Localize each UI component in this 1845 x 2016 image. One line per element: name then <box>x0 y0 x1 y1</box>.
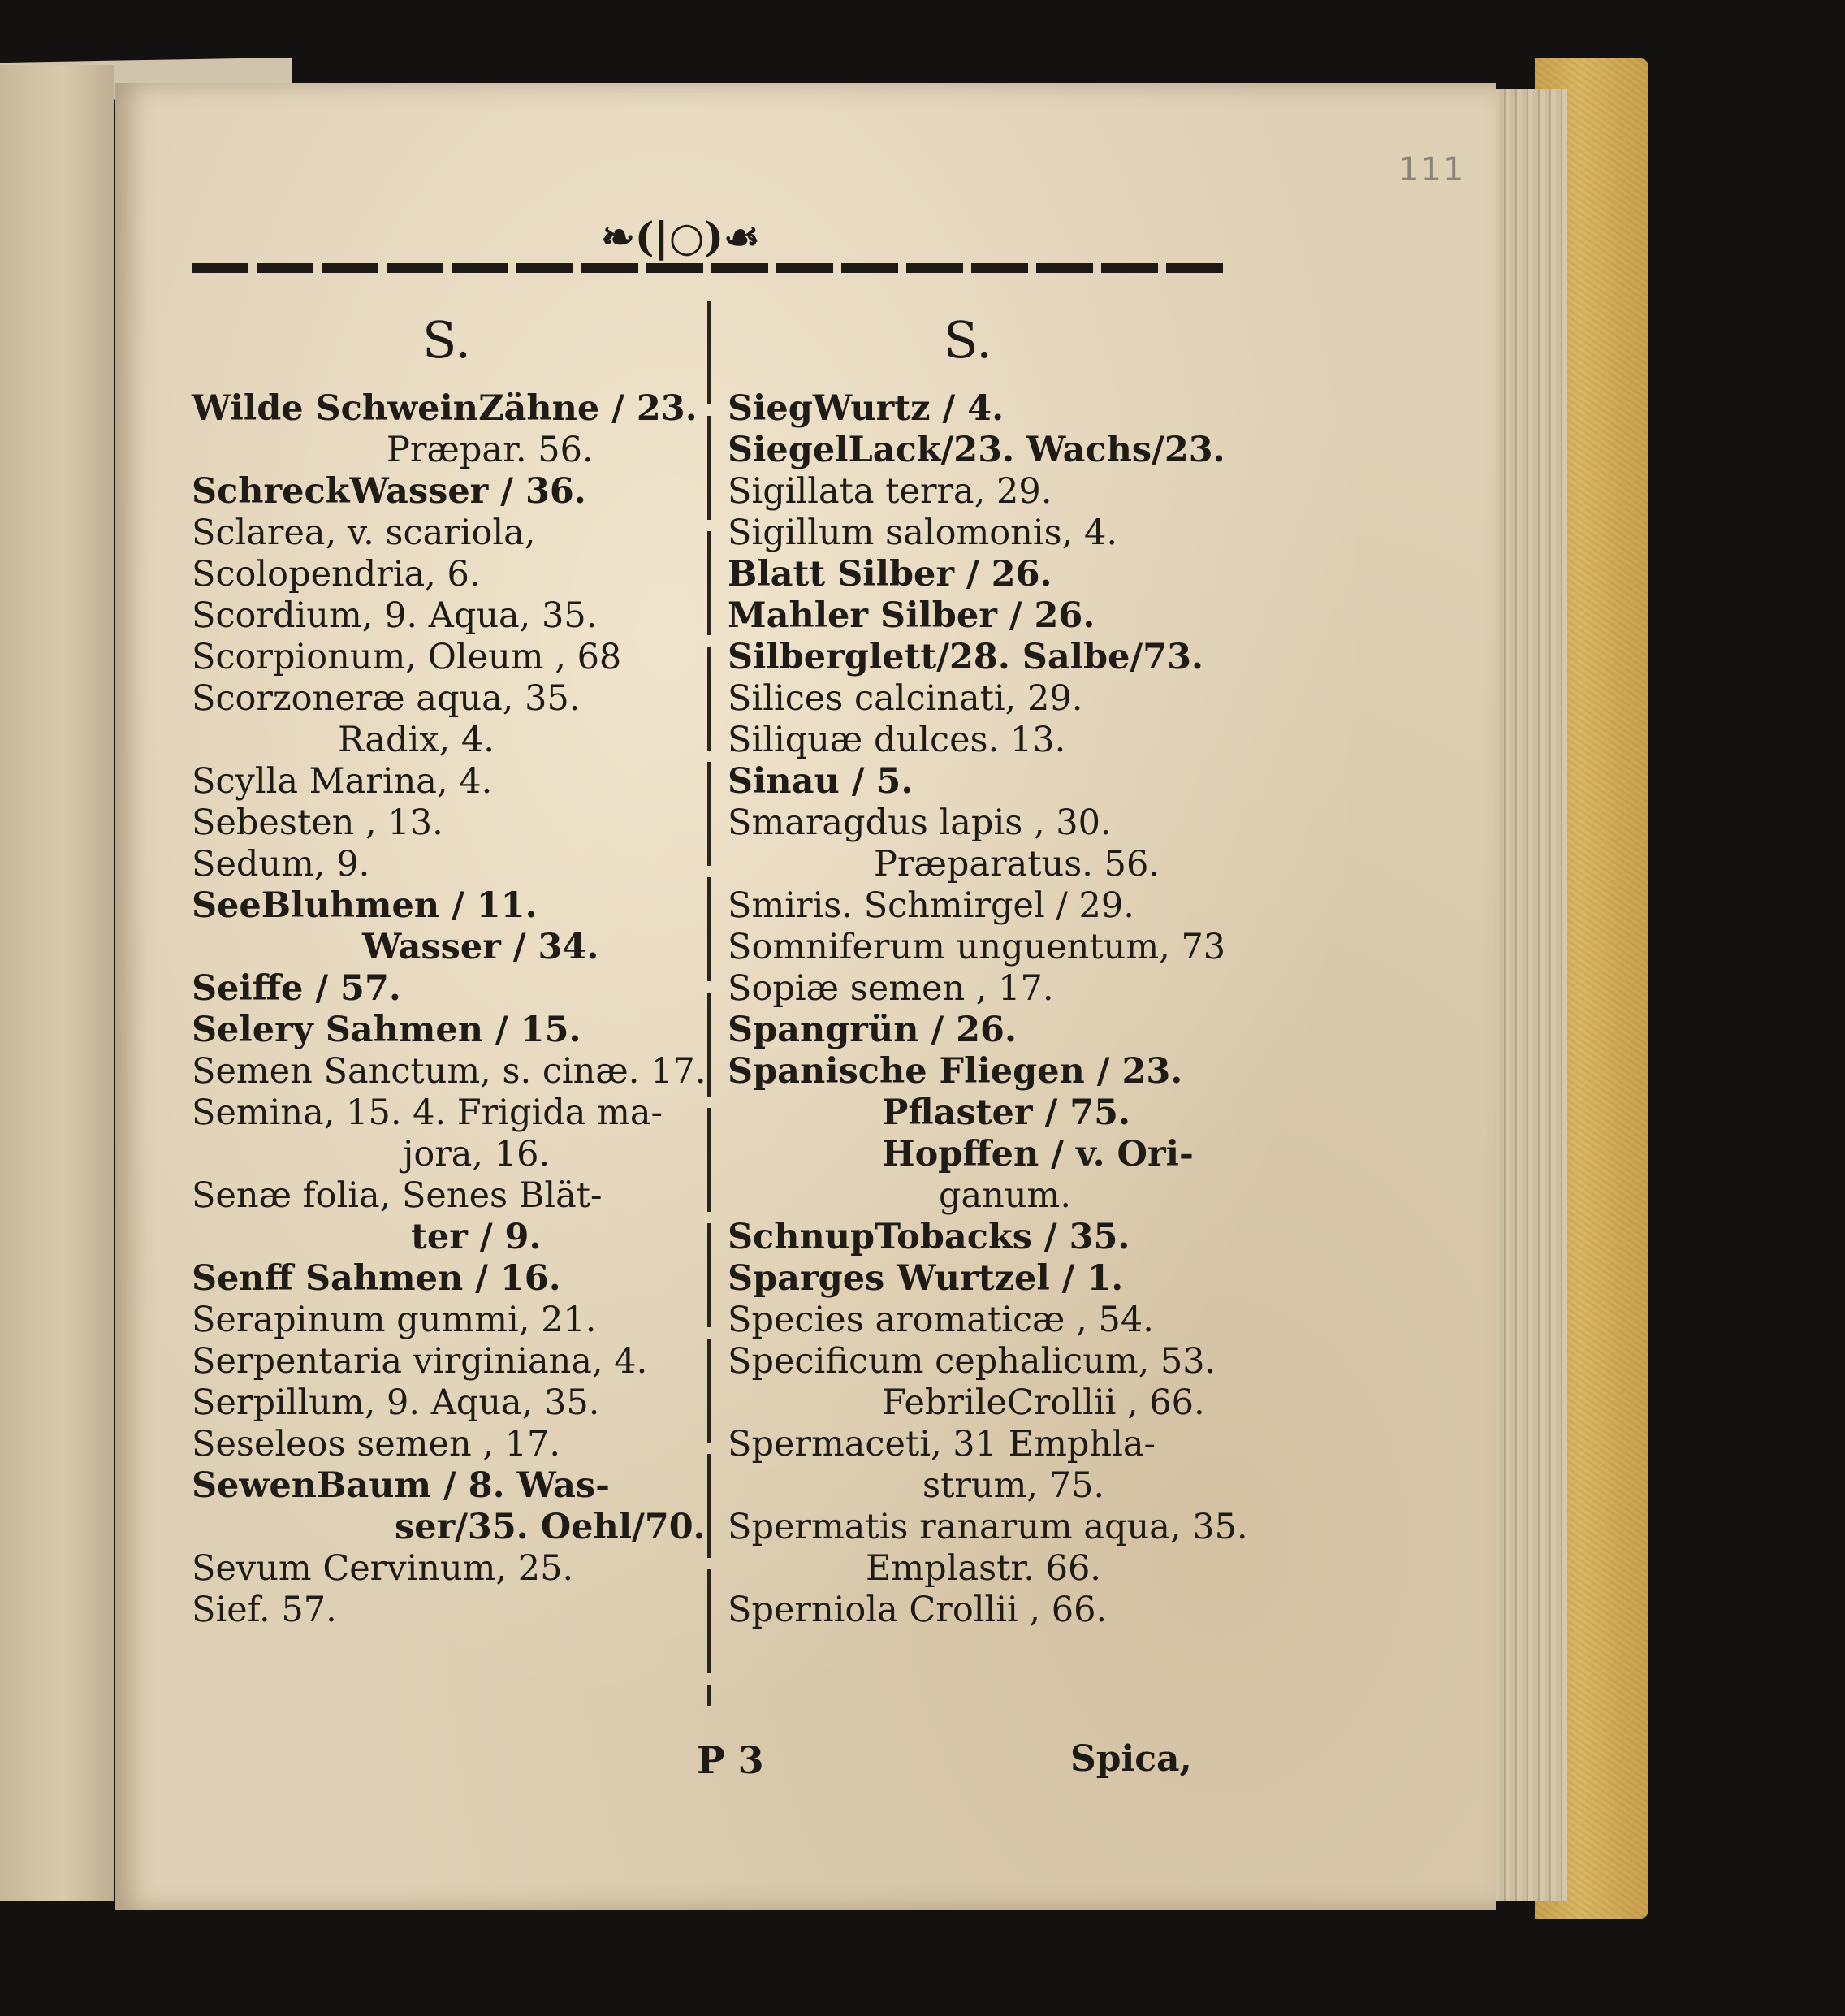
index-entry: Smiris. Schmirgel / 29. <box>728 885 1134 926</box>
index-entry: Siliquæ dulces. 13. <box>728 720 1066 760</box>
index-entry: FebrileCrollii , 66. <box>882 1382 1205 1423</box>
index-entry: Somniferum unguentum, 73 <box>728 927 1226 967</box>
index-entry: Serpillum, 9. Aqua, 35. <box>192 1382 600 1423</box>
index-entry: Mahler Silber / 26. <box>728 595 1095 636</box>
index-entry: Præpar. 56. <box>387 430 594 470</box>
index-entry: Sigillata terra, 29. <box>728 471 1052 512</box>
header-ornament: ❧(|○)☙ <box>601 213 760 261</box>
left-column <box>192 388 706 1631</box>
left-column-letter: S. <box>422 310 471 370</box>
index-entry: Emplastr. 66. <box>866 1548 1101 1589</box>
index-entry: Sinau / 5. <box>728 761 914 802</box>
index-entry: Sedum, 9. <box>192 844 370 885</box>
index-entry: SchreckWasser / 36. <box>192 471 586 512</box>
index-entry: Blatt Silber / 26. <box>728 554 1052 595</box>
catchword: Spica, <box>1070 1738 1192 1780</box>
index-entry: Serapinum gummi, 21. <box>192 1300 597 1340</box>
index-entry: Hopffen / v. Ori- <box>882 1134 1194 1175</box>
index-entry: Species aromaticæ , 54. <box>728 1300 1154 1340</box>
index-entry: SeeBluhmen / 11. <box>192 885 538 926</box>
index-entry: Selery Sahmen / 15. <box>192 1010 581 1050</box>
handwritten-page-number: 111 <box>1398 151 1466 188</box>
index-entry: Wilde SchweinZähne / 23. <box>192 388 698 429</box>
index-entry: Sebesten , 13. <box>192 803 443 843</box>
index-entry: ter / 9. <box>411 1217 542 1257</box>
index-entry: Scorpionum, Oleum , 68 <box>192 637 622 677</box>
index-entry: Serpentaria virginiana, 4. <box>192 1341 648 1382</box>
index-entry: ser/35. Oehl/70. <box>395 1507 706 1547</box>
index-entry: Seiffe / 57. <box>192 968 401 1009</box>
index-entry: Sevum Cervinum, 25. <box>192 1548 574 1589</box>
index-entry: Sperniola Crollii , 66. <box>728 1590 1108 1630</box>
index-entry: Sief. 57. <box>192 1590 337 1630</box>
right-column-letter: S. <box>944 310 992 370</box>
index-entry: Scorzoneræ aqua, 35. <box>192 678 581 719</box>
index-entry: Specificum cephalicum, 53. <box>728 1341 1216 1382</box>
index-entry: Sopiæ semen , 17. <box>728 968 1054 1009</box>
index-entry: SiegWurtz / 4. <box>728 388 1005 429</box>
index-entry: Wasser / 34. <box>362 927 599 967</box>
index-entry: ganum. <box>939 1175 1071 1216</box>
index-entry: Semina, 15. 4. Frigida ma- <box>192 1092 663 1133</box>
index-entry: Sclarea, v. scariola, <box>192 513 536 553</box>
index-entry: Sparges Wurtzel / 1. <box>728 1258 1124 1299</box>
index-entry: Smaragdus lapis , 30. <box>728 803 1112 843</box>
index-entry: Spanische Fliegen / 23. <box>728 1051 1183 1092</box>
index-entry: strum, 75. <box>922 1465 1105 1506</box>
index-entry: Pflaster / 75. <box>882 1092 1130 1133</box>
column-divider <box>707 301 711 1706</box>
index-entry: Sigillum salomonis, 4. <box>728 513 1118 553</box>
index-entry: Spermaceti, 31 Emphla- <box>728 1424 1156 1464</box>
index-entry: Semen Sanctum, s. cinæ. 17. <box>192 1051 706 1092</box>
index-entry: Scolopendria, 6. <box>192 554 481 595</box>
index-entry: Spermatis ranarum aqua, 35. <box>728 1507 1248 1547</box>
index-entry: Silberglett/28. Salbe/73. <box>728 637 1203 677</box>
index-entry: SchnupTobacks / 35. <box>728 1217 1130 1257</box>
index-entry: Spangrün / 26. <box>728 1010 1017 1050</box>
index-entry: Seseleos semen , 17. <box>192 1424 561 1464</box>
header-rule <box>192 263 1229 273</box>
index-entry: Præparatus. 56. <box>874 844 1160 885</box>
index-entry: Scylla Marina, 4. <box>192 761 493 802</box>
index-entry: Scordium, 9. Aqua, 35. <box>192 595 598 636</box>
index-entry: jora, 16. <box>403 1134 551 1175</box>
left-page <box>0 65 114 1901</box>
index-entry: Silices calcinati, 29. <box>728 678 1083 719</box>
index-entry: SewenBaum / 8. Was- <box>192 1465 610 1506</box>
index-entry: SiegelLack/23. Wachs/23. <box>728 430 1225 470</box>
index-entry: Radix, 4. <box>338 720 495 760</box>
signature-mark: P 3 <box>697 1738 764 1782</box>
index-entry: Senff Sahmen / 16. <box>192 1258 561 1299</box>
index-entry: Senæ folia, Senes Blät- <box>192 1175 603 1216</box>
right-column <box>728 388 1247 1631</box>
